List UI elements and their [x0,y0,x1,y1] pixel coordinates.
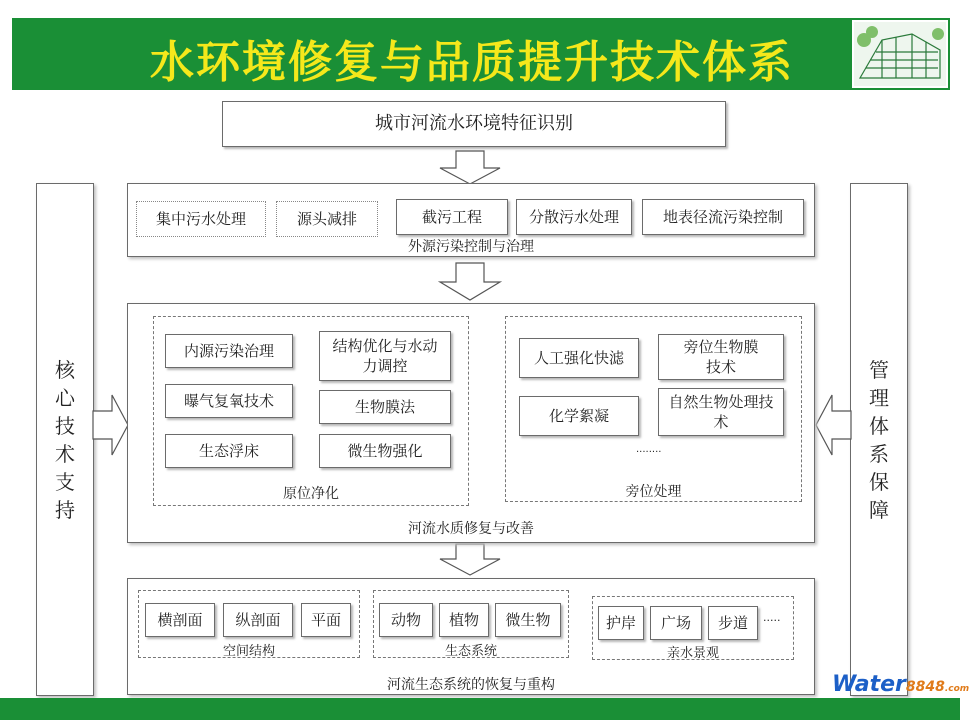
watermark [832,672,969,697]
down-arrow-3-icon [436,543,504,577]
down-arrow-2-icon [436,262,504,302]
aeration-reoxygenation: 曝气复氧技术 [165,384,293,418]
microorganisms: 微生物 [495,603,561,637]
building-logo [850,18,950,90]
plan-view: 平面 [301,603,351,637]
watermark-suffix: .com [944,684,969,694]
watermark-main: Water [832,672,906,697]
longitudinal-section: 纵剖面 [223,603,293,637]
ecosystem-label: 生态系统 [444,644,497,659]
side-right-char: 理 [869,385,889,410]
side-left-char: 技 [55,413,75,438]
left-arrow-icon [814,393,852,457]
surface-runoff-pollution-control: 地表径流污染控制 [642,199,804,235]
decentralized-sewage-treatment: 分散污水处理 [516,199,632,235]
water-quality-restoration-label: 河流水质修复与改善 [408,521,534,537]
endogenous-pollution-control: 内源污染治理 [165,334,293,368]
management-guarantee-label [851,184,907,695]
ex-situ-treatment-label: 旁位处理 [625,484,682,500]
side-right-char: 体 [869,413,889,438]
down-arrow-1-icon [436,150,504,186]
microbial-enhancement: 微生物强化 [319,434,451,468]
natural-biological-treatment: 自然生物处理技术 [658,388,784,436]
right-arrow-icon [92,393,130,457]
side-right-char: 系 [869,441,889,466]
building-logo-icon [852,20,948,88]
page-title: 水环境修复与品质提升技术体系 [150,37,794,88]
ecological-floating-bed: 生态浮床 [165,434,293,468]
source-reduction: 源头减排 [276,201,378,237]
footer-bar [0,698,960,720]
sewage-interception-project: 截污工程 [396,199,508,235]
side-left-char: 核 [55,357,75,382]
ecosystem-restoration-label: 河流生态系统的恢复与重构 [387,677,555,693]
side-right-char: 障 [869,497,889,522]
chemical-flocculation: 化学絮凝 [519,396,639,436]
square: 广场 [650,606,702,640]
side-left-char: 持 [55,497,75,522]
spatial-structure-label: 空间结构 [222,644,275,659]
centralized-sewage-treatment: 集中污水处理 [136,201,266,237]
ex-situ-biofilm-tech: 旁位生物膜技术 [658,334,784,380]
waterfront-landscape-label: 亲水景观 [666,646,719,661]
animals: 动物 [379,603,433,637]
side-left-char: 心 [55,385,75,410]
side-right-char: 管 [869,357,889,382]
side-left-char: 支 [55,469,75,494]
core-tech-support-label [37,184,93,695]
river-feature-identification-box: 城市河流水环境特征识别 [222,101,726,147]
side-left-char: 术 [55,441,75,466]
biofilm-method: 生物膜法 [319,390,451,424]
artificial-enhanced-rapid-filtration: 人工强化快滤 [519,338,639,378]
core-tech-support-column [36,183,94,696]
management-guarantee-column [850,183,908,696]
plants: 植物 [439,603,489,637]
walkway: 步道 [708,606,758,640]
landscape-ellipsis: ..... [763,611,781,624]
structure-optimization-hydrodynamic: 结构优化与水动力调控 [319,331,451,381]
cross-section: 横剖面 [145,603,215,637]
watermark-number: 8848 [905,679,945,695]
in-situ-purification-label: 原位净化 [283,486,339,502]
side-right-char: 保 [869,469,889,494]
revetment: 护岸 [598,606,644,640]
external-pollution-label: 外源污染控制与治理 [408,239,534,255]
ex-situ-ellipsis: ........ [636,444,662,455]
